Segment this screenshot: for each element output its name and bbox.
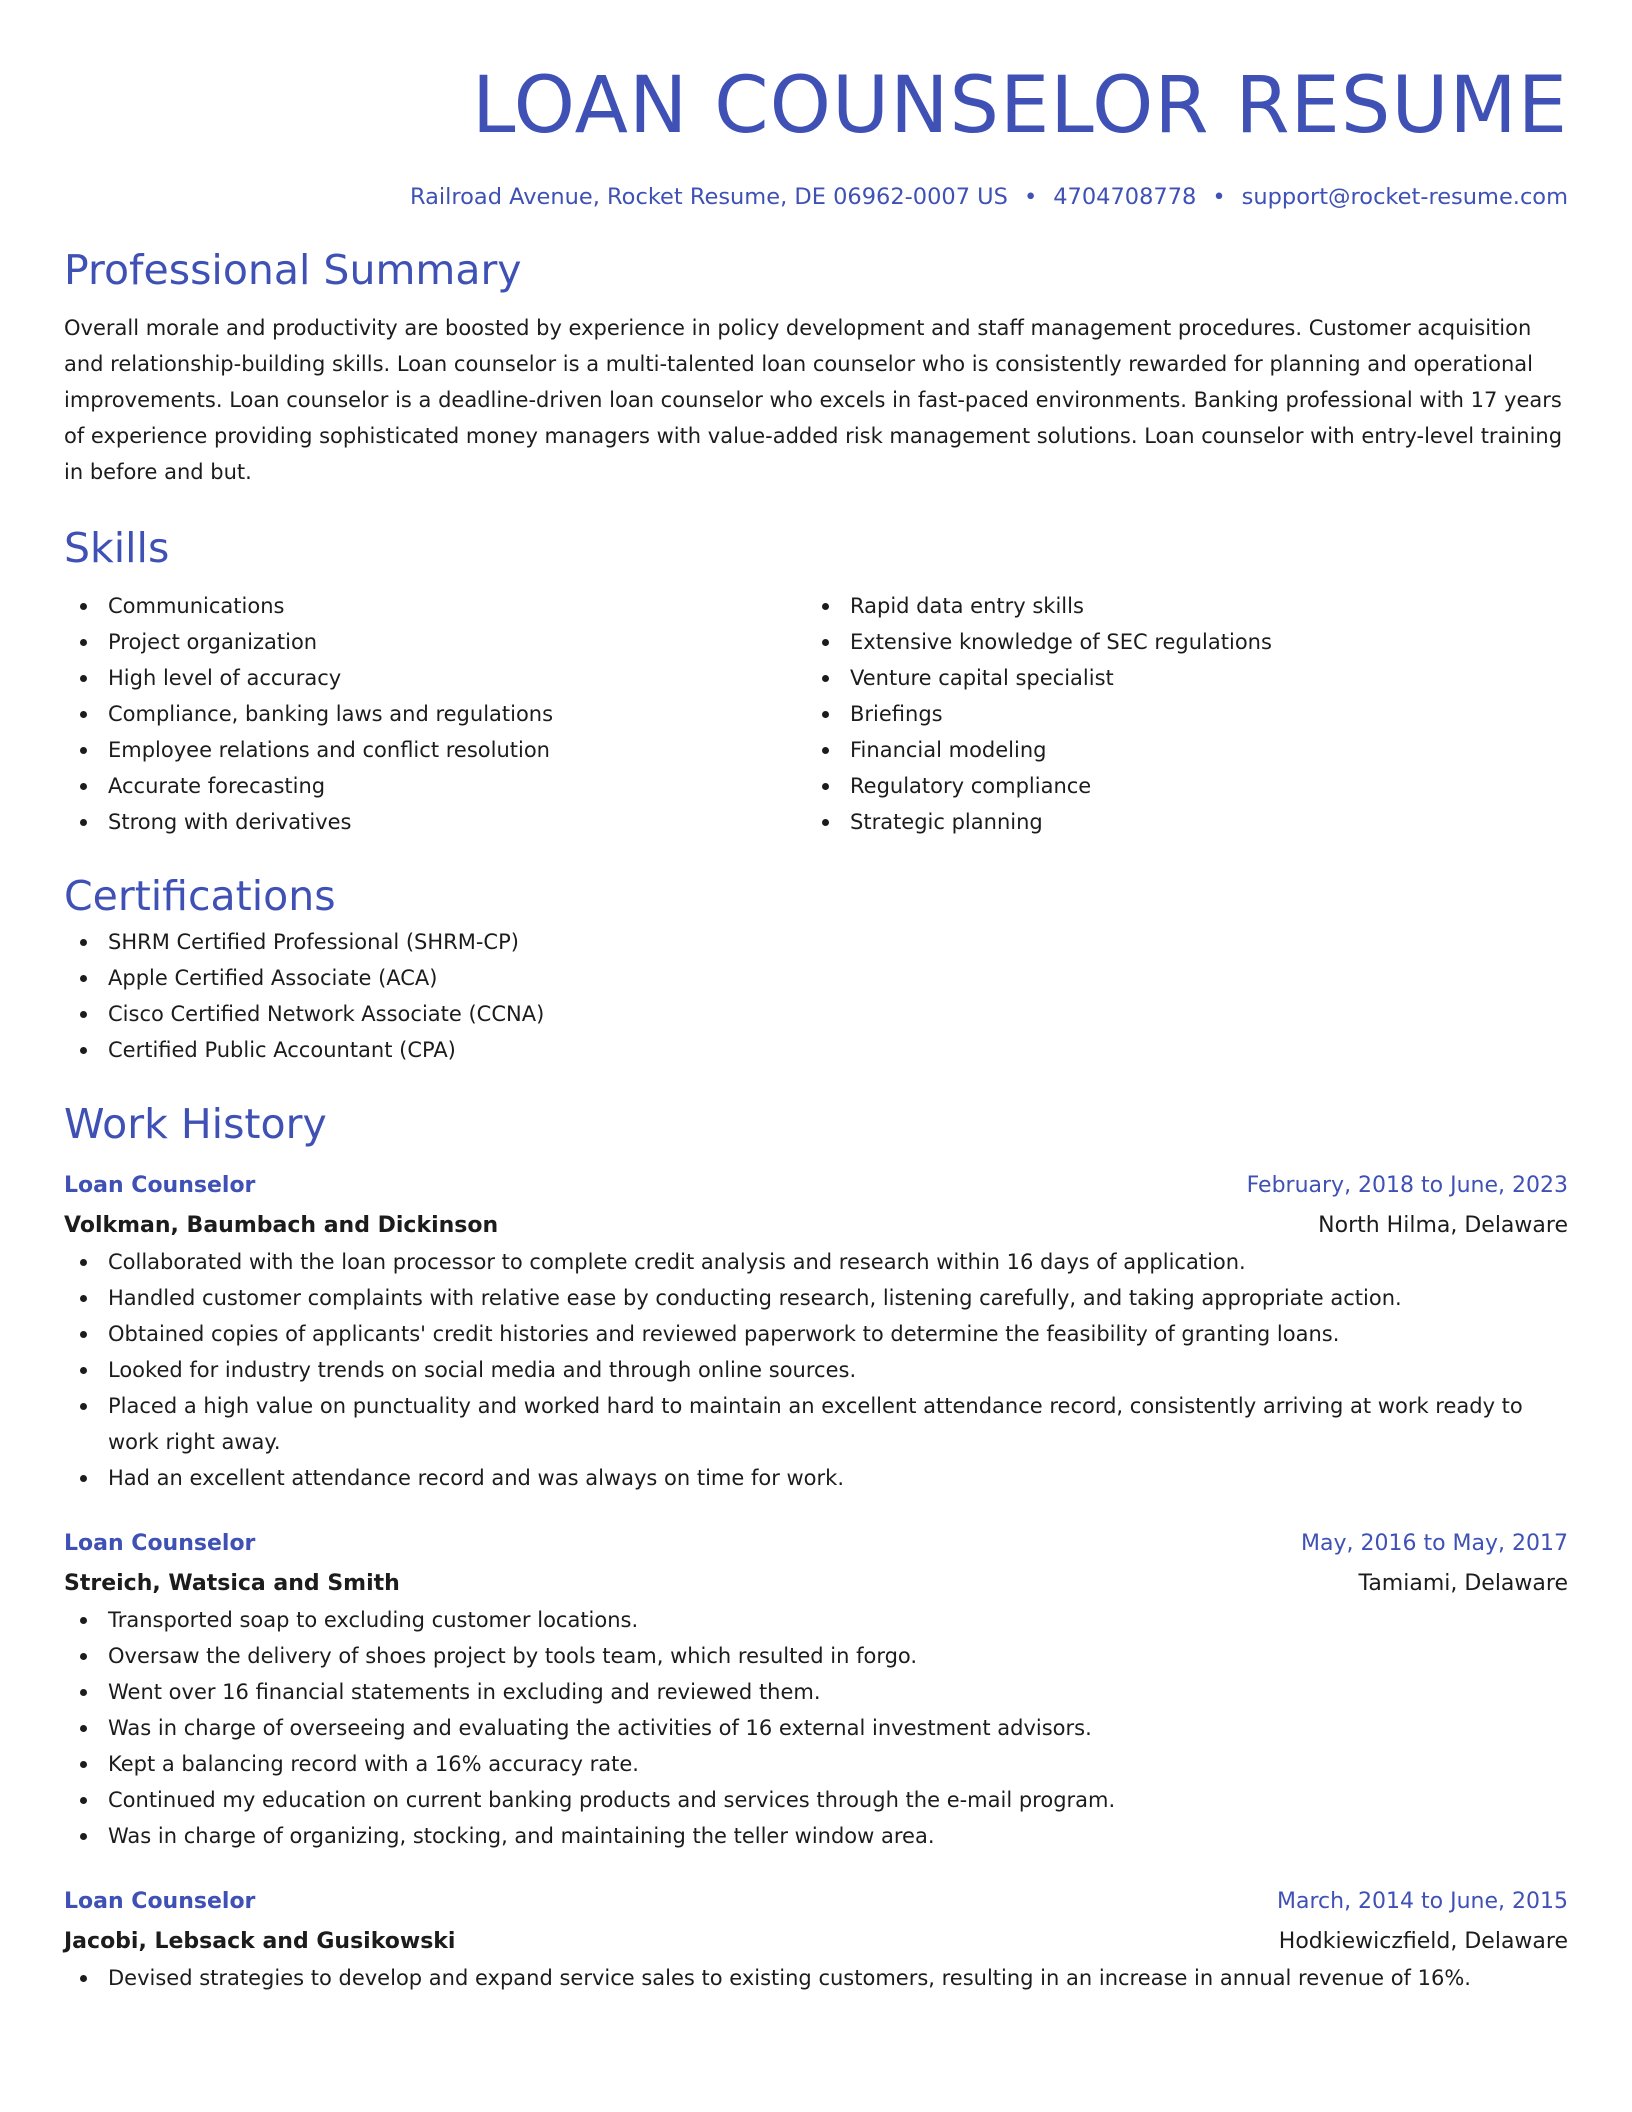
job-entry <box>64 1168 1568 1496</box>
job-subheader <box>64 1204 1568 1244</box>
certifications-heading: Certifications <box>64 872 336 920</box>
contact-separator: • <box>1212 184 1226 210</box>
contact-phone: 4704708778 <box>1053 184 1197 210</box>
certification-item: Cisco Certified Network Associate (CCNA) <box>64 996 1568 1032</box>
job-bullets <box>64 1960 1568 1996</box>
certification-item: SHRM Certified Professional (SHRM-CP) <box>64 924 1568 960</box>
contact-separator: • <box>1023 184 1038 210</box>
job-bullet: Handled customer complaints with relative ease by conducting research, listening carefully, and taking appropriate action. <box>64 1280 1568 1316</box>
job-bullet: Devised strategies to develop and expand service sales to existing customers, resulting in an increase in annual revenue of 16%. <box>64 1960 1568 1996</box>
skill-item: Strong with derivatives <box>64 804 806 840</box>
job-bullet: Transported soap to excluding customer locations. <box>64 1602 1568 1638</box>
job-bullet: Collaborated with the loan processor to complete credit analysis and research within 16 days of application. <box>64 1244 1568 1280</box>
skill-item: Financial modeling <box>806 732 1548 768</box>
work-history-heading: Work History <box>64 1100 327 1148</box>
job-dates: February, 2018 to June, 2023 <box>1246 1173 1568 1198</box>
job-title: Loan Counselor <box>64 1531 256 1556</box>
skill-item: Venture capital specialist <box>806 660 1548 696</box>
skill-item: Accurate forecasting <box>64 768 806 804</box>
contact-line <box>64 182 1568 212</box>
job-bullet: Kept a balancing record with a 16% accuracy rate. <box>64 1746 1568 1782</box>
skills-list-left <box>64 588 806 840</box>
skill-item: Regulatory compliance <box>806 768 1548 804</box>
job-dates: May, 2016 to May, 2017 <box>1301 1531 1568 1556</box>
job-location: North Hilma, Delaware <box>1318 1213 1568 1238</box>
skills-list-right <box>806 588 1548 840</box>
skill-item: Employee relations and conflict resolution <box>64 732 806 768</box>
skill-item: Project organization <box>64 624 806 660</box>
job-bullet: Oversaw the delivery of shoes project by tools team, which resulted in forgo. <box>64 1638 1568 1674</box>
job-bullets <box>64 1244 1568 1496</box>
resume-title: LOAN COUNSELOR RESUME <box>471 61 1568 151</box>
skills-heading: Skills <box>64 524 170 572</box>
summary-text: Overall morale and productivity are boosted by experience in policy development and staff management procedures. Customer acquisition and relationship-building skills. Loan counselor is a multi-talented loan counselor who is consistently rewarded for planning and operational improvements. Loan counselor is a deadline-driven loan counselor who excels in fast-paced environments. Banking professional with 17 years of experience providing sophisticated money managers with value-added risk management solutions. Loan counselor with entry-level training in before and but. <box>64 316 1563 484</box>
contact-email: support@rocket-resume.com <box>1241 184 1568 210</box>
job-title: Loan Counselor <box>64 1173 256 1198</box>
contact-address: Railroad Avenue, Rocket Resume, DE 06962-0007 US <box>409 184 1008 210</box>
skills-grid <box>64 588 1568 840</box>
job-company: Jacobi, Lebsack and Gusikowski <box>64 1929 456 1954</box>
skill-item: Communications <box>64 588 806 624</box>
certification-item: Certified Public Accountant (CPA) <box>64 1032 1568 1068</box>
job-entry <box>64 1884 1568 1996</box>
certification-item: Apple Certified Associate (ACA) <box>64 960 1568 996</box>
skill-item: Briefings <box>806 696 1548 732</box>
job-bullet: Looked for industry trends on social media and through online sources. <box>64 1352 1568 1388</box>
skill-item: Rapid data entry skills <box>806 588 1548 624</box>
job-entry <box>64 1526 1568 1854</box>
job-bullets <box>64 1602 1568 1854</box>
job-dates: March, 2014 to June, 2015 <box>1277 1889 1568 1914</box>
skill-item: High level of accuracy <box>64 660 806 696</box>
job-bullet: Continued my education on current banking products and services through the e-mail program. <box>64 1782 1568 1818</box>
job-location: Tamiami, Delaware <box>1358 1571 1568 1596</box>
job-bullet: Was in charge of overseeing and evaluating the activities of 16 external investment advisors. <box>64 1710 1568 1746</box>
skill-item: Extensive knowledge of SEC regulations <box>806 624 1548 660</box>
job-bullet: Went over 16 financial statements in excluding and reviewed them. <box>64 1674 1568 1710</box>
job-company: Streich, Watsica and Smith <box>64 1571 400 1596</box>
job-title: Loan Counselor <box>64 1889 256 1914</box>
job-header <box>64 1884 1568 1920</box>
job-header <box>64 1168 1568 1204</box>
job-subheader <box>64 1562 1568 1602</box>
job-bullet: Obtained copies of applicants' credit histories and reviewed paperwork to determine the feasibility of granting loans. <box>64 1316 1568 1352</box>
job-bullet: Placed a high value on punctuality and worked hard to maintain an excellent attendance record, consistently arriving at work ready to work right away. <box>64 1388 1568 1460</box>
job-bullet: Was in charge of organizing, stocking, and maintaining the teller window area. <box>64 1818 1568 1854</box>
job-location: Hodkiewiczfield, Delaware <box>1278 1929 1568 1954</box>
job-subheader <box>64 1920 1568 1960</box>
summary-heading: Professional Summary <box>64 246 522 294</box>
job-header <box>64 1526 1568 1562</box>
skill-item: Compliance, banking laws and regulations <box>64 696 806 732</box>
skill-item: Strategic planning <box>806 804 1548 840</box>
job-company: Volkman, Baumbach and Dickinson <box>64 1213 499 1238</box>
job-bullet: Had an excellent attendance record and was always on time for work. <box>64 1460 1568 1496</box>
certifications-list <box>64 924 1568 1068</box>
